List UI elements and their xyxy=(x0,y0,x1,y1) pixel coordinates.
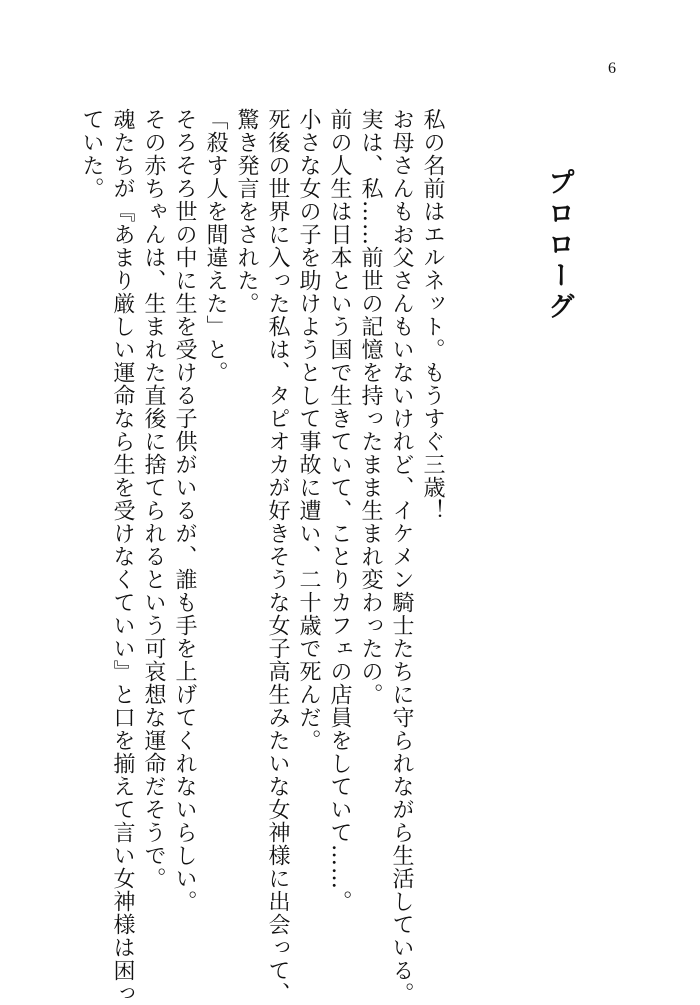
paragraph-continuation: ていた。 xyxy=(79,108,104,200)
paragraph: 驚き発言をされた。 xyxy=(234,108,259,315)
paragraph: 「殺す人を間違えた」と。 xyxy=(203,108,228,384)
paragraph: 死後の世界に入った私は、タピオカが好きそうな女子高生みたいな女神様に出会って、 xyxy=(265,108,290,1005)
paragraph: お母さんもお父さんもいないけれど、イケメン騎士たちに守られながら生活している。 xyxy=(389,108,414,1005)
paragraph: そろそろ世の中に生を受ける子供がいるが、誰も手を上げてくれないらしい。 xyxy=(172,108,197,913)
paragraph: 実は、私……前世の記憶を持ったまま生まれ変わったの。 xyxy=(358,108,383,706)
paragraph: 前の人生は日本という国で生きていて、ことりカフェの店員をしていて……。 xyxy=(327,108,352,913)
chapter-title: プロローグ xyxy=(543,168,574,323)
page-number: 6 xyxy=(608,60,616,77)
paragraph: その赤ちゃんは、生まれた直後に捨てられるという可哀想な運命だそうで。 xyxy=(141,108,166,890)
paragraph: 小さな女の子を助けようとして事故に遭い、二十歳で死んだ。 xyxy=(296,108,321,752)
paragraph: 魂たちが『あまり厳しい運命なら生を受けなくていい』と口を揃えて言い女神様は困っ xyxy=(110,108,135,1005)
body-text xyxy=(76,108,448,1005)
paragraph: 私の名前はエルネット。もうすぐ三歳！ xyxy=(420,108,445,522)
